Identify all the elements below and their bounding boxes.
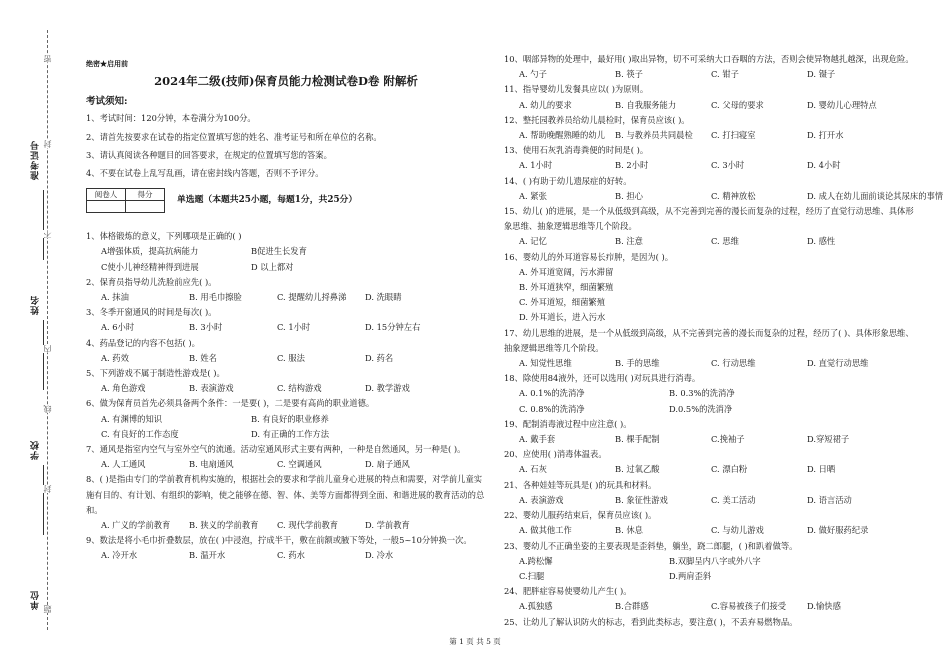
answer-option[interactable]: D. 感性 bbox=[807, 236, 836, 247]
answer-option[interactable]: D. 教学游戏 bbox=[365, 383, 410, 394]
answer-option[interactable]: C. 钳子 bbox=[711, 69, 739, 80]
answer-option[interactable]: C. 现代学前教育 bbox=[277, 520, 339, 531]
question-text: 24、肥胖症容易使婴幼儿产生( )。 bbox=[504, 586, 632, 597]
question-text: 10、咽部异物的处理中，最好用( )取出异物，切不可采纳大口吞咽的方法，否则会使异物越扎越深，出现危险。 bbox=[504, 54, 914, 64]
answer-option[interactable]: B. 过氧乙酸 bbox=[615, 464, 660, 475]
option-row bbox=[504, 523, 919, 538]
exam-no-blank bbox=[43, 190, 44, 260]
question-list-left bbox=[86, 229, 486, 563]
answer-option[interactable]: C. 3小时 bbox=[711, 160, 745, 171]
question-text: 25、让幼儿了解认识防火的标志，看到此类标志，要注意( )，不丢弃易燃物品。 bbox=[504, 616, 798, 627]
question-text: 7、通风是指室内空气与室外空气的流通。活动室通风形式主要有两种，一种是自然通风，另一种是( )。 bbox=[86, 444, 466, 455]
answer-option[interactable]: A.跨松懈 bbox=[519, 555, 553, 566]
answer-option[interactable]: B. 休息 bbox=[615, 525, 643, 536]
option-row bbox=[86, 427, 486, 442]
answer-option[interactable]: A. 0.1%的洗消净 bbox=[519, 388, 585, 399]
option-row bbox=[504, 189, 944, 204]
answer-option[interactable]: C. 1小时 bbox=[277, 322, 311, 333]
exam-no-label: 准考证号 bbox=[31, 140, 41, 180]
question-text: 1、体格锻炼的意义，下列哪项是正确的( ) bbox=[86, 231, 242, 242]
answer-option[interactable]: B. 棵手配制 bbox=[615, 434, 660, 445]
note-item: 3、请认真阅读各种题目的回答要求，在规定的位置填写您的答案。 bbox=[86, 149, 332, 160]
answer-option[interactable]: C. 与幼儿游戏 bbox=[711, 525, 764, 536]
answer-option[interactable]: B促进生长发育 bbox=[251, 246, 307, 257]
answer-option[interactable]: C. 思维 bbox=[711, 236, 739, 247]
option-row bbox=[504, 356, 919, 371]
question-text: 5、下列游戏不属于制造性游戏是( )。 bbox=[86, 368, 225, 379]
option-row bbox=[86, 260, 486, 275]
grader-header: 阅卷人 bbox=[87, 188, 126, 200]
answer-option[interactable]: D. 学前教育 bbox=[365, 520, 410, 531]
cut-mark: 封 bbox=[43, 140, 52, 148]
answer-option[interactable]: C.扫腿 bbox=[519, 570, 545, 581]
answer-option[interactable]: D. 有正确的工作方法 bbox=[251, 428, 330, 439]
answer-option[interactable]: A. 帮助晚醒熟睡的幼儿 bbox=[519, 130, 605, 141]
answer-option[interactable]: B. 姓名 bbox=[189, 352, 217, 363]
answer-option[interactable]: C. 精神放松 bbox=[711, 190, 756, 201]
right-column bbox=[504, 52, 944, 630]
answer-option[interactable]: B. 表演游戏 bbox=[189, 383, 234, 394]
score-header: 得分 bbox=[126, 188, 165, 200]
answer-option[interactable]: C. 漂白粉 bbox=[711, 464, 748, 475]
score-cell[interactable] bbox=[126, 200, 165, 212]
answer-option[interactable]: A. 6小时 bbox=[101, 322, 135, 333]
cut-mark: 题 bbox=[43, 605, 52, 613]
answer-option[interactable]: C. 行动思维 bbox=[711, 358, 756, 369]
option-row bbox=[86, 518, 486, 533]
answer-option[interactable]: C. 结构游戏 bbox=[277, 383, 322, 394]
answer-option[interactable]: D. 成人在幼儿面前谈论其尿床的事情 bbox=[807, 190, 944, 201]
answer-option[interactable]: A增强体质，提高抗病能力 bbox=[101, 246, 199, 257]
question-text: 18、除使用84液外，还可以选用( )对玩具进行消毒。 bbox=[504, 373, 701, 384]
answer-option[interactable]: B. 担心 bbox=[615, 190, 643, 201]
question-text: 4、药品登记的内容不包括( )。 bbox=[86, 337, 200, 348]
question-text: 15、幼儿( )的进展，是一个从低级到高级，从不完善到完善的漫长而复杂的过程，经历了直觉行动思维、具体形象思维、抽象逻辑思维等几个阶段。 bbox=[504, 206, 914, 232]
question-text: 12、整托园教养员给幼儿晨检时，保育员应该( )。 bbox=[504, 114, 690, 125]
question-text: 6、做为保育员首先必须具备两个条件：一是要( )，二是要有高尚的职业道德。 bbox=[86, 398, 375, 409]
answer-option[interactable]: A. 抹油 bbox=[101, 292, 129, 303]
answer-option[interactable]: C. 0.8%的洗消净 bbox=[519, 403, 585, 414]
answer-option[interactable]: A. 药效 bbox=[101, 352, 129, 363]
answer-option[interactable]: B. 2小时 bbox=[615, 160, 649, 171]
answer-option[interactable]: B. 自我服务能力 bbox=[615, 99, 677, 110]
option-row bbox=[86, 244, 486, 259]
option-row bbox=[86, 412, 486, 427]
unit-label: 单位 bbox=[31, 590, 41, 610]
option-row bbox=[504, 432, 919, 447]
answer-option[interactable]: B. 有良好的职业修养 bbox=[251, 413, 329, 424]
answer-option[interactable]: B. 筷子 bbox=[615, 69, 643, 80]
option-row bbox=[86, 290, 486, 305]
note-item: 1、考试时间：120分钟，本卷满分为100分。 bbox=[86, 113, 256, 124]
answer-option[interactable]: C. 父母的要求 bbox=[711, 99, 764, 110]
answer-option[interactable]: B. 温开水 bbox=[189, 550, 226, 561]
question-text: 2、保育员指导幼儿洗脸前应先( )。 bbox=[86, 276, 217, 287]
answer-option[interactable]: A. 做其他工作 bbox=[519, 525, 572, 536]
answer-option[interactable]: D. 外耳道长，进入污水 bbox=[519, 312, 606, 323]
answer-option[interactable]: C. 外耳道短，细菌繁殖 bbox=[519, 297, 605, 308]
answer-option[interactable]: D. 药名 bbox=[365, 352, 394, 363]
answer-option[interactable]: D. 冷水 bbox=[365, 550, 394, 561]
option-row bbox=[504, 128, 919, 143]
option-row bbox=[86, 548, 486, 563]
question-text: 8、( )是指由专门的学前教育机构实施的，根据社会的要求和学前儿童身心进展的特点和需要，对学前儿童实施有目的、有计划、有组织的影响，使之能够在德、智、体、美等方面都得到全面、和谐进展的教育活动的总和。 bbox=[86, 474, 485, 515]
option-row bbox=[504, 280, 919, 295]
option-row bbox=[504, 67, 919, 82]
answer-option[interactable]: B.合群感 bbox=[615, 601, 649, 612]
answer-option[interactable]: D. 镊子 bbox=[807, 69, 836, 80]
cut-mark: 不 bbox=[43, 230, 52, 238]
cut-mark: 封 bbox=[43, 485, 52, 493]
page-footer: 第 1 页 共 5 页 bbox=[449, 637, 501, 646]
answer-option[interactable]: B. 0.3%的洗消净 bbox=[669, 388, 735, 399]
question-text: 11、指导婴幼儿发餐具应以( )为原则。 bbox=[504, 84, 649, 95]
answer-option[interactable]: C. 空调通风 bbox=[277, 459, 322, 470]
answer-option[interactable]: C.容易被孩子们接受 bbox=[711, 601, 787, 612]
answer-option[interactable]: C. 有良好的工作态度 bbox=[101, 428, 179, 439]
notes-title: 考试须知: bbox=[86, 96, 128, 108]
answer-option[interactable]: A. 表演游戏 bbox=[519, 494, 564, 505]
answer-option[interactable]: A. 幼儿的要求 bbox=[519, 99, 572, 110]
answer-option[interactable]: B. 注意 bbox=[615, 236, 643, 247]
secret-mark: 绝密★启用前 bbox=[86, 59, 128, 68]
answer-option[interactable]: D.两肩歪斜 bbox=[669, 570, 712, 581]
answer-option[interactable]: D. 打开水 bbox=[807, 130, 844, 141]
section-title: 单选题（本题共25小题，每题1分，共25分） bbox=[177, 194, 358, 205]
score-row bbox=[86, 187, 486, 213]
answer-option[interactable]: D. 扇子通风 bbox=[365, 459, 410, 470]
option-row bbox=[504, 310, 919, 325]
question-text: 3、冬季开窗通风的时间是每次( )。 bbox=[86, 307, 217, 318]
answer-option[interactable]: B. 用毛巾擦脸 bbox=[189, 292, 242, 303]
option-row bbox=[86, 351, 486, 366]
left-column bbox=[86, 52, 486, 564]
question-text: 23、婴幼儿不正确坐姿的主要表现是歪斜垫，躺坐，跷二郎腿，( )和趴着做等。 bbox=[504, 540, 798, 551]
seal-line bbox=[47, 30, 48, 630]
answer-option[interactable]: D.穿短裙子 bbox=[807, 434, 850, 445]
page-title: 2024年二级(技师)保育员能力检测试卷D卷 附解析 bbox=[154, 74, 418, 89]
answer-option[interactable]: B.双脚呈内八字或外八字 bbox=[669, 555, 761, 566]
cut-mark: 内 bbox=[43, 345, 52, 353]
answer-option[interactable]: C.挽袖子 bbox=[711, 434, 745, 445]
question-text: 21、各种娃娃等玩具是( )的玩具和材料。 bbox=[504, 479, 657, 490]
name-blank bbox=[43, 320, 44, 390]
answer-option[interactable]: D. 直觉行动思维 bbox=[807, 358, 869, 369]
question-text: 13、使用石灰乳消毒粪便的时间是( )。 bbox=[504, 145, 649, 156]
question-text: 14、( )有助于幼儿遗尿症的好转。 bbox=[504, 175, 632, 186]
option-row bbox=[504, 462, 919, 477]
answer-option[interactable]: D. 日晒 bbox=[807, 464, 836, 475]
answer-option[interactable]: A. 知觉性思维 bbox=[519, 358, 572, 369]
school-blank bbox=[43, 465, 44, 535]
option-row bbox=[504, 98, 919, 113]
answer-option[interactable]: D. 15分钟左右 bbox=[365, 322, 421, 333]
answer-option[interactable]: C使小儿神经精神得到进展 bbox=[101, 261, 199, 272]
answer-option[interactable]: A. 人工通风 bbox=[101, 459, 146, 470]
option-row bbox=[504, 234, 919, 249]
question-text: 20、应使用( )消毒体温表。 bbox=[504, 449, 607, 460]
school-label: 学校 bbox=[31, 440, 41, 460]
answer-option[interactable]: D. 语言活动 bbox=[807, 494, 852, 505]
question-text: 19、配制消毒液过程中应注意( )。 bbox=[504, 418, 632, 429]
question-text: 17、幼儿思维的进展，是一个从低级到高级，从不完善到完善的漫长而复杂的过程，经历了( )、具体形象思维、抽象逻辑思维等几个阶段。 bbox=[504, 327, 914, 353]
option-row bbox=[86, 457, 486, 472]
answer-option[interactable]: D. 婴幼儿心理特点 bbox=[807, 99, 877, 110]
question-list-right bbox=[504, 52, 944, 630]
option-row bbox=[504, 158, 919, 173]
option-row bbox=[504, 265, 919, 280]
answer-option[interactable]: C. 服法 bbox=[277, 352, 305, 363]
answer-option[interactable]: C. 打扫寝室 bbox=[711, 130, 756, 141]
option-row bbox=[504, 554, 919, 569]
option-row bbox=[86, 320, 486, 335]
question-text: 9、数法是将小毛巾折叠数层，放在( )中浸泡，拧成半干，敷在前额或腋下等处，一般5~10分钟换一次。 bbox=[86, 535, 472, 546]
answer-option[interactable]: B. 与教养员共同晨检 bbox=[615, 130, 693, 141]
answer-option[interactable]: A. 外耳道宽阔，污水滞留 bbox=[519, 266, 614, 277]
answer-option[interactable]: C. 提醒幼儿捋鼻涕 bbox=[277, 292, 347, 303]
answer-option[interactable]: A.孤独感 bbox=[519, 601, 553, 612]
option-row bbox=[504, 386, 919, 401]
note-item: 2、请首先按要求在试卷的指定位置填写您的姓名、准考证号和所在单位的名称。 bbox=[86, 131, 382, 142]
answer-option[interactable]: A. 角色游戏 bbox=[101, 383, 146, 394]
option-row bbox=[504, 599, 919, 614]
answer-option[interactable]: A. 勺子 bbox=[519, 69, 547, 80]
answer-option[interactable]: A. 戴手套 bbox=[519, 434, 556, 445]
answer-option[interactable]: D. 做好服药纪录 bbox=[807, 525, 869, 536]
option-row bbox=[504, 493, 919, 508]
answer-option[interactable]: B. 手的思维 bbox=[615, 358, 660, 369]
cut-mark: 密 bbox=[43, 55, 52, 63]
answer-option[interactable]: D 以上都对 bbox=[251, 261, 294, 272]
answer-option[interactable]: A. 记忆 bbox=[519, 236, 547, 247]
grader-cell[interactable] bbox=[87, 200, 126, 212]
answer-option[interactable]: A. 1小时 bbox=[519, 160, 553, 171]
answer-option[interactable]: A. 石灰 bbox=[519, 464, 547, 475]
answer-option[interactable]: D.愉快感 bbox=[807, 601, 841, 612]
answer-option[interactable]: B. 3小时 bbox=[189, 322, 223, 333]
answer-option[interactable]: B. 狭义的学前教育 bbox=[189, 520, 259, 531]
answer-option[interactable]: A. 紧张 bbox=[519, 190, 547, 201]
answer-option[interactable]: D.0.5%的洗消净 bbox=[669, 403, 733, 414]
binding-margin bbox=[0, 0, 72, 671]
question-text: 22、婴幼儿服药结束后，保育员应该( )。 bbox=[504, 510, 657, 521]
answer-option[interactable]: D. 4小时 bbox=[807, 160, 841, 171]
answer-option[interactable]: B. 外耳道狭窄，细菌繁殖 bbox=[519, 282, 614, 293]
score-table bbox=[86, 188, 165, 213]
question-text: 16、婴幼儿的外耳道容易长疖肿，是因为( )。 bbox=[504, 251, 674, 262]
note-item: 4、不要在试卷上乱写乱画，请在密封线内答题，否则不予评分。 bbox=[86, 168, 324, 179]
answer-option[interactable]: D. 洗眼睛 bbox=[365, 292, 402, 303]
answer-option[interactable]: A. 冷开水 bbox=[101, 550, 138, 561]
option-row bbox=[504, 402, 919, 417]
answer-option[interactable]: B. 电扇通风 bbox=[189, 459, 234, 470]
answer-option[interactable]: A. 有渊博的知识 bbox=[101, 413, 163, 424]
answer-option[interactable]: C. 药水 bbox=[277, 550, 305, 561]
name-label: 姓名 bbox=[31, 295, 41, 315]
answer-option[interactable]: C. 美工活动 bbox=[711, 494, 756, 505]
answer-option[interactable]: B. 象征性游戏 bbox=[615, 494, 668, 505]
cut-mark: 线 bbox=[43, 405, 52, 413]
option-row bbox=[504, 295, 919, 310]
option-row bbox=[504, 569, 919, 584]
option-row bbox=[86, 381, 486, 396]
answer-option[interactable]: A. 广义的学前教育 bbox=[101, 520, 171, 531]
